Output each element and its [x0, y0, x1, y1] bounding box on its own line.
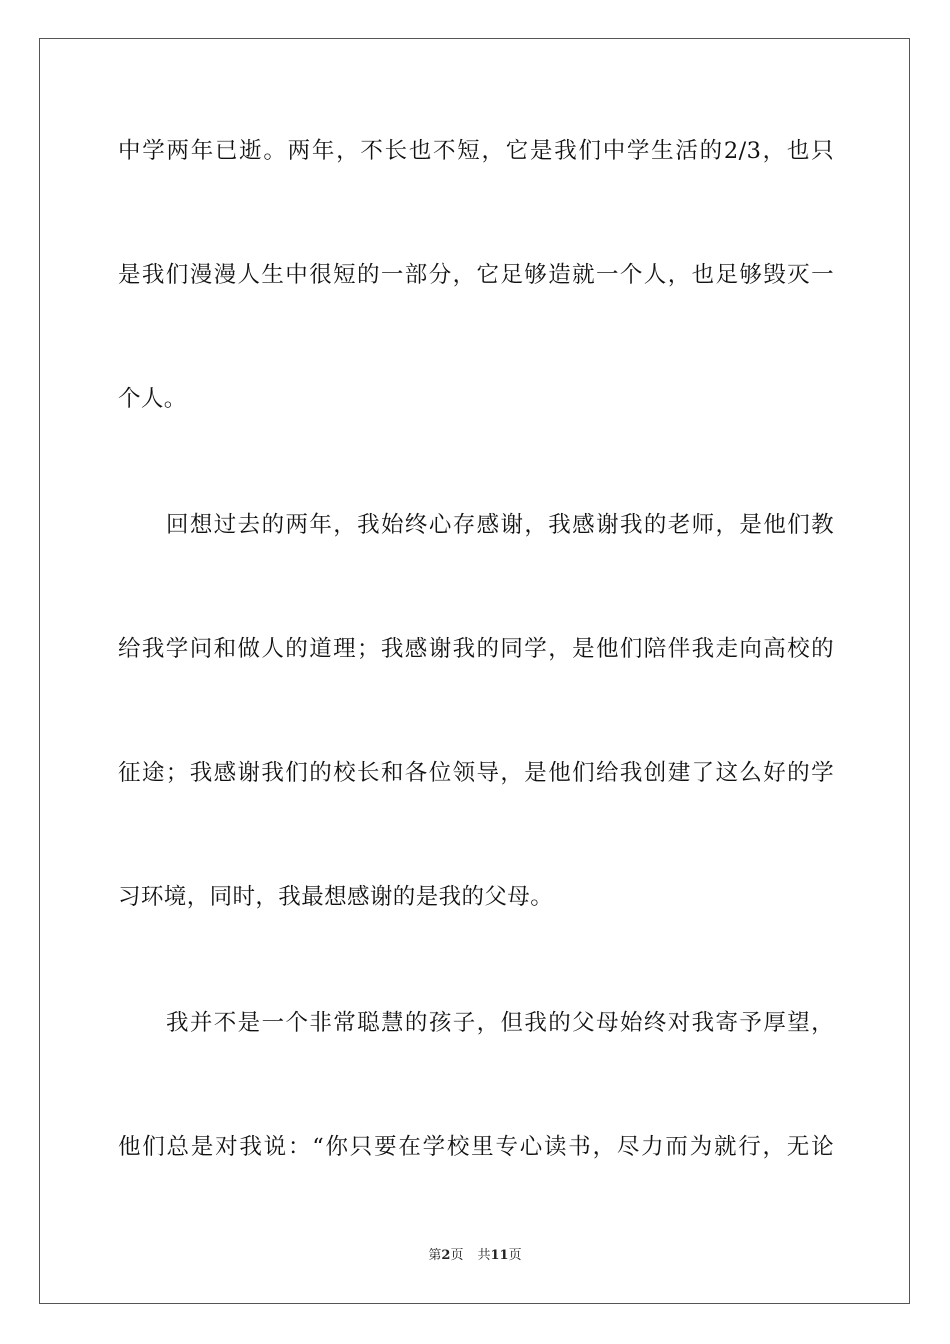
- total-suffix: 页: [508, 1248, 522, 1263]
- text-line: 给我学问和做人的道理；我感谢我的同学，是他们陪伴我走向高校的: [118, 636, 834, 662]
- text-line: 是我们漫漫人生中很短的一部分，它足够造就一个人，也足够毁灭一: [118, 262, 834, 288]
- page-prefix: 第: [428, 1248, 442, 1263]
- paragraph-first-line: 我并不是一个非常聪慧的孩子，但我的父母始终对我寄予厚望，: [166, 1010, 834, 1036]
- text-line: 个人。: [118, 386, 187, 412]
- text-line: 他们总是对我说：“你只要在学校里专心读书，尽力而为就行，无论: [118, 1134, 834, 1160]
- total-pages: 11: [490, 1248, 509, 1263]
- text-line: 习环境，同时，我最想感谢的是我的父母。: [118, 884, 554, 910]
- page-suffix: 页: [450, 1248, 464, 1263]
- text-line: 征途；我感谢我们的校长和各位领导，是他们给我创建了这么好的学: [118, 760, 834, 786]
- page-number: 2: [441, 1248, 451, 1263]
- total-prefix: 共: [477, 1248, 491, 1263]
- page-footer: [0, 1247, 950, 1265]
- text-line: 中学两年已逝。两年，不长也不短，它是我们中学生活的2/3，也只: [118, 138, 834, 164]
- paragraph-first-line: 回想过去的两年，我始终心存感谢，我感谢我的老师，是他们教: [166, 512, 834, 538]
- page-frame: [39, 38, 910, 1304]
